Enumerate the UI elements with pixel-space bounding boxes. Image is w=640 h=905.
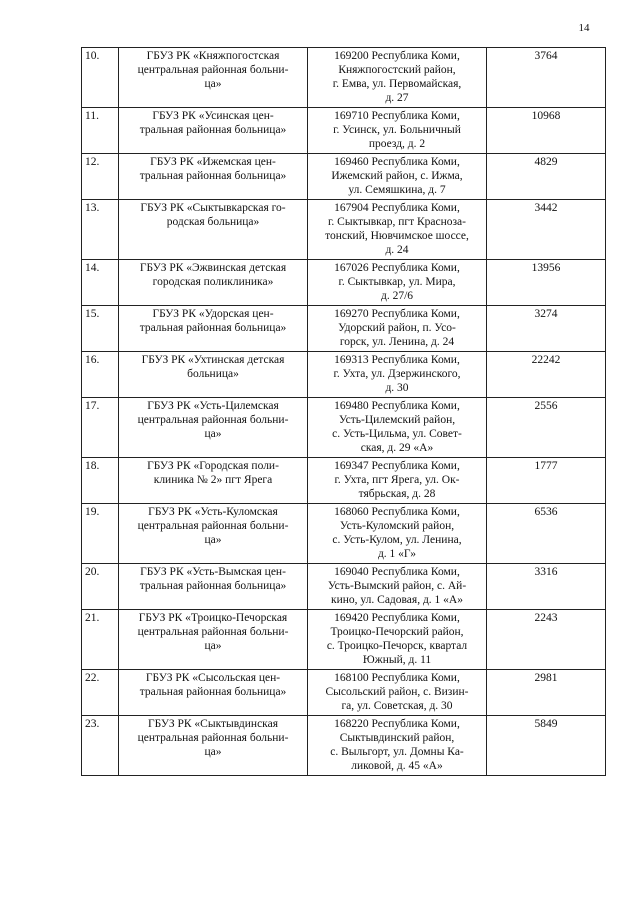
organization-address: 169040 Республика Коми, Усть-Вымский район, с. Ай- кино, ул. Садовая, д. 1 «А» <box>308 564 487 610</box>
organization-value: 1777 <box>487 458 606 504</box>
row-number: 23. <box>82 716 119 776</box>
table-row <box>82 200 606 260</box>
organization-value: 5849 <box>487 716 606 776</box>
row-number: 10. <box>82 48 119 108</box>
organization-name: ГБУЗ РК «Удорская цен- тральная районная больница» <box>119 306 308 352</box>
row-number: 14. <box>82 260 119 306</box>
row-number: 22. <box>82 670 119 716</box>
table-body <box>82 48 606 776</box>
table-row <box>82 154 606 200</box>
organization-name: ГБУЗ РК «Сыктывдинская центральная районная больни- ца» <box>119 716 308 776</box>
organization-value: 3274 <box>487 306 606 352</box>
organization-name: ГБУЗ РК «Городская поли- клиника № 2» пгт Ярега <box>119 458 308 504</box>
table-row <box>82 48 606 108</box>
organization-name: ГБУЗ РК «Усть-Куломская центральная районная больни- ца» <box>119 504 308 564</box>
organization-address: 169347 Республика Коми, г. Ухта, пгт Ярега, ул. Ок- тябрьская, д. 28 <box>308 458 487 504</box>
table-row <box>82 504 606 564</box>
organization-address: 169710 Республика Коми, г. Усинск, ул. Больничный проезд, д. 2 <box>308 108 487 154</box>
organization-address: 168220 Республика Коми, Сыктывдинский район, с. Выльгорт, ул. Домны Ка- ликовой, д. 45 «А» <box>308 716 487 776</box>
table-row <box>82 564 606 610</box>
organization-value: 22242 <box>487 352 606 398</box>
organization-address: 169313 Республика Коми, г. Ухта, ул. Дзержинского, д. 30 <box>308 352 487 398</box>
organization-value: 4829 <box>487 154 606 200</box>
row-number: 13. <box>82 200 119 260</box>
page-number: 14 <box>578 22 590 34</box>
organization-value: 13956 <box>487 260 606 306</box>
organization-address: 169270 Республика Коми, Удорский район, п. Усо- горск, ул. Ленина, д. 24 <box>308 306 487 352</box>
organization-value: 2243 <box>487 610 606 670</box>
table-row <box>82 306 606 352</box>
table-row <box>82 670 606 716</box>
organization-name: ГБУЗ РК «Княжпогостская центральная районная больни- ца» <box>119 48 308 108</box>
organization-value: 2981 <box>487 670 606 716</box>
organization-value: 6536 <box>487 504 606 564</box>
row-number: 12. <box>82 154 119 200</box>
organization-name: ГБУЗ РК «Усть-Вымская цен- тральная районная больница» <box>119 564 308 610</box>
organization-name: ГБУЗ РК «Эжвинская детская городская поликлиника» <box>119 260 308 306</box>
organization-address: 169420 Республика Коми, Троицко-Печорский район, с. Троицко-Печорск, квартал Южный, д. 11 <box>308 610 487 670</box>
table-row <box>82 260 606 306</box>
organization-name: ГБУЗ РК «Ухтинская детская больница» <box>119 352 308 398</box>
row-number: 15. <box>82 306 119 352</box>
table-row <box>82 458 606 504</box>
organization-value: 10968 <box>487 108 606 154</box>
organization-address: 167026 Республика Коми, г. Сыктывкар, ул. Мира, д. 27/6 <box>308 260 487 306</box>
row-number: 17. <box>82 398 119 458</box>
row-number: 19. <box>82 504 119 564</box>
row-number: 20. <box>82 564 119 610</box>
organization-address: 169200 Республика Коми, Княжпогостский район, г. Емва, ул. Первомайская, д. 27 <box>308 48 487 108</box>
table-row <box>82 610 606 670</box>
row-number: 18. <box>82 458 119 504</box>
table-row <box>82 398 606 458</box>
organizations-table <box>81 47 606 776</box>
organization-name: ГБУЗ РК «Ижемская цен- тральная районная больница» <box>119 154 308 200</box>
organization-name: ГБУЗ РК «Сысольская цен- тральная районная больница» <box>119 670 308 716</box>
row-number: 16. <box>82 352 119 398</box>
row-number: 21. <box>82 610 119 670</box>
organization-address: 169460 Республика Коми, Ижемский район, с. Ижма, ул. Семяшкина, д. 7 <box>308 154 487 200</box>
organization-value: 3442 <box>487 200 606 260</box>
organization-value: 3316 <box>487 564 606 610</box>
organization-address: 168100 Республика Коми, Сысольский район, с. Визин- га, ул. Советская, д. 30 <box>308 670 487 716</box>
organization-address: 168060 Республика Коми, Усть-Куломский район, с. Усть-Кулом, ул. Ленина, д. 1 «Г» <box>308 504 487 564</box>
table-row <box>82 352 606 398</box>
table-row <box>82 108 606 154</box>
organization-name: ГБУЗ РК «Сыктывкарская го- родская больница» <box>119 200 308 260</box>
organization-value: 3764 <box>487 48 606 108</box>
organization-value: 2556 <box>487 398 606 458</box>
row-number: 11. <box>82 108 119 154</box>
organization-name: ГБУЗ РК «Троицко-Печорская центральная районная больни- ца» <box>119 610 308 670</box>
organization-name: ГБУЗ РК «Усинская цен- тральная районная больница» <box>119 108 308 154</box>
organization-name: ГБУЗ РК «Усть-Цилемская центральная районная больни- ца» <box>119 398 308 458</box>
organization-address: 169480 Республика Коми, Усть-Цилемский район, с. Усть-Цильма, ул. Совет- ская, д. 29 «А» <box>308 398 487 458</box>
table-row <box>82 716 606 776</box>
organization-address: 167904 Республика Коми, г. Сыктывкар, пгт Красноза- тонский, Нювчимское шоссе, д. 24 <box>308 200 487 260</box>
